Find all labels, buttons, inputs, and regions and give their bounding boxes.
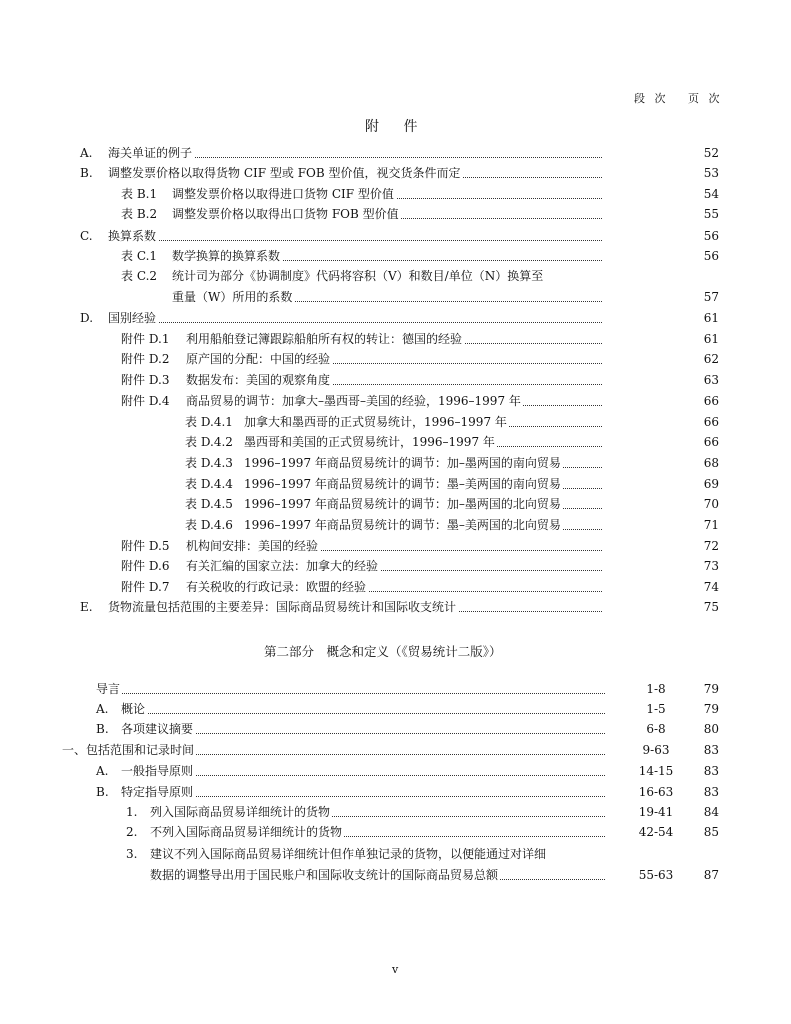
toc-entry[interactable]: 导言 1-8 79	[0, 679, 791, 699]
toc-entry[interactable]: A. 概论 1-5 79	[0, 699, 791, 719]
toc-entry-continuation[interactable]: 数据的调整导出用于国民账户和国际收支统计的国际商品贸易总额 55-63 87	[0, 865, 791, 885]
toc-entry[interactable]: 表 D.4.4 1996–1997 年商品贸易统计的调节：墨–美两国的南向贸易 69	[0, 474, 791, 494]
toc-entry[interactable]: E. 货物流量包括范围的主要差异：国际商品贸易统计和国际收支统计 75	[0, 597, 791, 617]
toc-entry[interactable]: A. 一般指导原则 14-15 83	[0, 761, 791, 781]
toc-entry[interactable]: 附件 D.7 有关税收的行政记录：欧盟的经验 74	[0, 577, 791, 597]
toc-entry[interactable]: 表 B.1 调整发票价格以取得进口货物 CIF 型价值 54	[0, 184, 791, 204]
part2-title: 第二部分 概念和定义（《贸易统计二版》）	[264, 644, 502, 659]
column-header-page: 页 次	[688, 92, 723, 105]
toc-entry[interactable]: 表 D.4.1 加拿大和墨西哥的正式贸易统计，1996–1997 年 66	[0, 412, 791, 432]
toc-entry[interactable]: 表 D.4.3 1996–1997 年商品贸易统计的调节：加–墨两国的南向贸易 68	[0, 453, 791, 473]
toc-entry[interactable]: 1. 列入国际商品贸易详细统计的货物 19-41 84	[0, 802, 791, 822]
toc-entry[interactable]: C. 换算系数 56	[0, 226, 791, 246]
toc-entry[interactable]: 表 C.2 统计司为部分《协调制度》代码将容积（V）和数目/单位（N）换算至	[0, 266, 791, 286]
toc-entry-continuation[interactable]: 重量（W）所用的系数 57	[0, 287, 791, 307]
toc-entry[interactable]: B. 调整发票价格以取得货物 CIF 型或 FOB 型价值，视交货条件而定 53	[0, 163, 791, 183]
toc-entry[interactable]: 3. 建议不列入国际商品贸易详细统计但作单独记录的货物，以便能通过对详细	[0, 844, 791, 864]
toc-entry[interactable]: 附件 D.3 数据发布：美国的观察角度 63	[0, 370, 791, 390]
toc-entry[interactable]: 附件 D.5 机构间安排：美国的经验 72	[0, 536, 791, 556]
toc-entry[interactable]: 2. 不列入国际商品贸易详细统计的货物 42-54 85	[0, 822, 791, 842]
toc-entry[interactable]: 一、包括范围和记录时间 9-63 83	[0, 740, 791, 760]
toc-entry[interactable]: 附件 D.2 原产国的分配：中国的经验 62	[0, 349, 791, 369]
toc-entry[interactable]: 附件 D.6 有关汇编的国家立法：加拿大的经验 73	[0, 556, 791, 576]
toc-entry[interactable]: 表 B.2 调整发票价格以取得出口货物 FOB 型价值 55	[0, 204, 791, 224]
page-number: v	[392, 963, 399, 976]
toc-entry[interactable]: 表 D.4.6 1996–1997 年商品贸易统计的调节：墨–美两国的北向贸易 71	[0, 515, 791, 535]
toc-entry[interactable]: 表 D.4.5 1996–1997 年商品贸易统计的调节：加–墨两国的北向贸易 70	[0, 494, 791, 514]
toc-entry[interactable]: B. 各项建议摘要 6-8 80	[0, 719, 791, 739]
annex-title: 附 件	[365, 119, 428, 135]
toc-entry[interactable]: 表 C.1 数学换算的换算系数 56	[0, 246, 791, 266]
toc-entry[interactable]: 表 D.4.2 墨西哥和美国的正式贸易统计，1996–1997 年 66	[0, 432, 791, 452]
toc-entry[interactable]: 附件 D.4 商品贸易的调节：加拿大–墨西哥–美国的经验，1996–1997 年 66	[0, 391, 791, 411]
toc-entry[interactable]: D. 国别经验 61	[0, 308, 791, 328]
toc-entry[interactable]: A. 海关单证的例子 52	[0, 143, 791, 163]
toc-entry[interactable]: 附件 D.1 利用船舶登记簿跟踪船舶所有权的转让：德国的经验 61	[0, 329, 791, 349]
toc-entry[interactable]: B. 特定指导原则 16-63 83	[0, 782, 791, 802]
column-header-paragraph: 段 次	[634, 92, 669, 105]
